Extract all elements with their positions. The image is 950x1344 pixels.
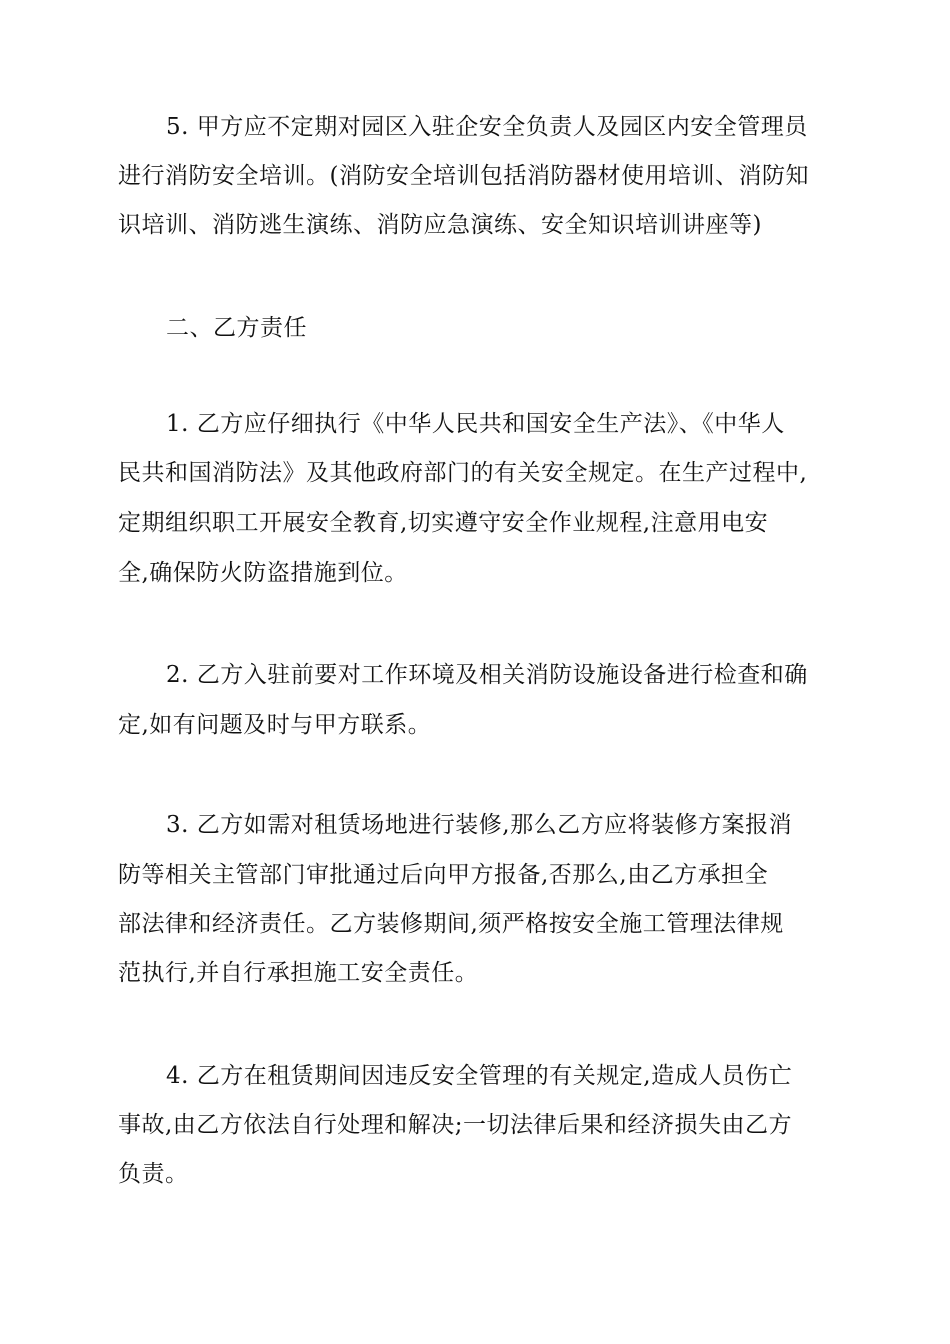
- item-1-line-1: 1. 乙方应仔细执行《中华人民共和国安全生产法》、《中华人: [166, 411, 785, 437]
- item-4-line-2: 事故,由乙方依法自行处理和解决;一切法律后果和经济损失由乙方: [118, 1112, 793, 1138]
- item-2-line-2: 定,如有问题及时与甲方联系。: [118, 712, 432, 738]
- item-3-line-1: 3. 乙方如需对租赁场地进行装修,那么乙方应将装修方案报消: [166, 812, 793, 838]
- item-1-line-4: 全,确保防火防盗措施到位。: [118, 560, 408, 586]
- item-4-line-1: 4. 乙方在租赁期间因违反安全管理的有关规定,造成人员伤亡: [166, 1063, 793, 1089]
- item-3-line-4: 范执行,并自行承担施工安全责任。: [118, 960, 479, 986]
- item-4-line-3: 负责。: [118, 1161, 189, 1187]
- paragraph-5-line-1: 5. 甲方应不定期对园区入驻企安全负责人及园区内安全管理员: [166, 114, 808, 140]
- item-3-line-2: 防等相关主管部门审批通过后向甲方报备,否那么,由乙方承担全: [118, 862, 769, 888]
- item-1-line-3: 定期组织职工开展安全教育,切实遵守安全作业规程,注意用电安: [118, 510, 769, 536]
- item-3-line-3: 部法律和经济责任。乙方装修期间,须严格按安全施工管理法律规: [118, 911, 784, 937]
- paragraph-5-line-3: 识培训、消防逃生演练、消防应急演练、安全知识培训讲座等): [118, 212, 762, 238]
- paragraph-5-line-2: 进行消防安全培训。(消防安全培训包括消防器材使用培训、消防知: [118, 163, 809, 189]
- item-2-line-1: 2. 乙方入驻前要对工作环境及相关消防设施设备进行检查和确: [166, 662, 808, 688]
- item-1-line-2: 民共和国消防法》及其他政府部门的有关安全规定。在生产过程中,: [118, 460, 808, 486]
- section-heading: 二、乙方责任: [166, 315, 307, 341]
